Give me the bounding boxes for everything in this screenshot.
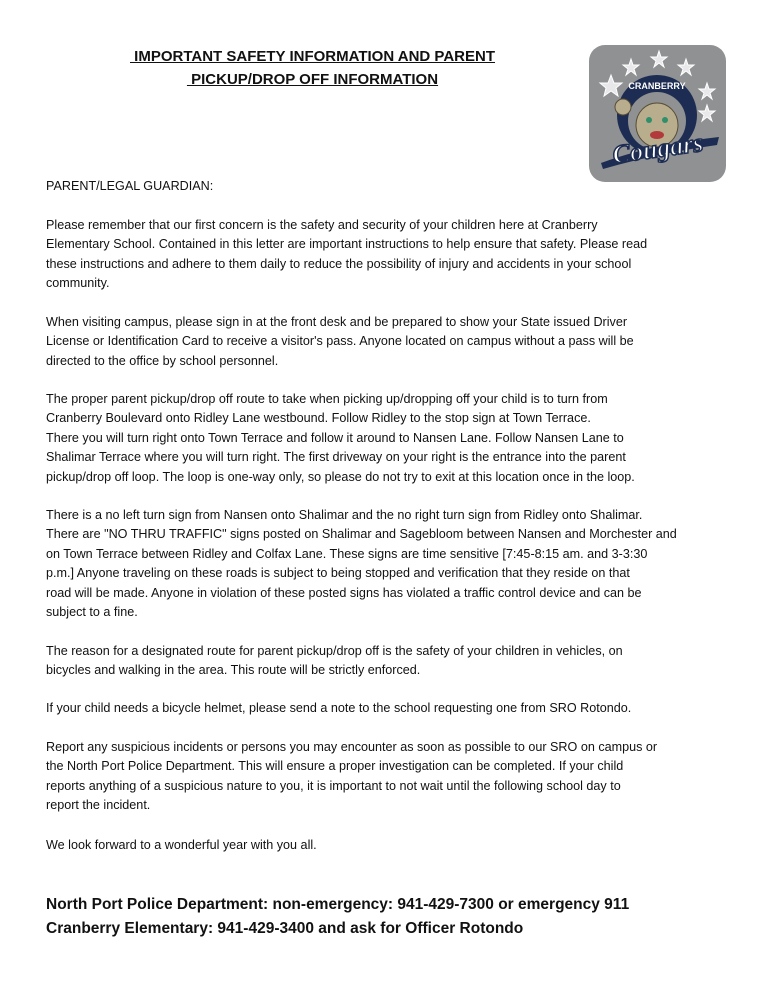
paragraph-report-incidents: Report any suspicious incidents or persons you may encounter as soon as possible to our SRO on campus or the North Port Police Department. This will ensure a proper investigation can be completed. If your child reports anything of a suspicious nature to you, it is important to not wait until the following school day to report the incident. [46,740,658,813]
cranberry-cougars-logo [589,45,726,182]
paragraph-visiting-campus: When visiting campus, please sign in at the front desk and be prepared to show your State issued Driver License or Identification Card to receive a visitor's pass. Anyone located on campus without a pass will be directed to the office by school personnel. [46,315,634,368]
paragraph-designated-route: The reason for a designated route for parent pickup/drop off is the safety of your children in vehicles, on bicycles and walking in the area. This route will be strictly enforced. [46,644,623,678]
document-title-line-2: PICKUP/DROP OFF INFORMATION [186,71,439,88]
logo-text-cougars: Cougars [610,127,705,170]
salutation: PARENT/LEGAL GUARDIAN: [46,179,214,193]
paragraph-traffic-signs: There is a no left turn sign from Nansen onto Shalimar and the no right turn sign from Ridley onto Shalimar. There are "NO THRU TRAFFIC" signs posted on Shalimar and Sagebloom between Nansen and Morchester and on Town Terrace between Ridley and Colfax Lane. These signs are time sensitive [7:45-8:15 am. and 3-3:30 p.m.] Anyone traveling on these roads is subject to being stopped and verification that they reside on that road will be made. Anyone in violation of these posted signs has violated a traffic control device and can be subject to a fine. [46,508,677,620]
paragraph-bicycle-helmet: If your child needs a bicycle helmet, please send a note to the school requesting one from SRO Rotondo. [46,701,632,715]
paragraph-safety-concern: Please remember that our first concern is the safety and security of your children here at Cranberry Elementary School. Contained in this letter are important instructions to help ensure that safety. Please read these instructions and adhere to them daily to reduce the possibility of injury and accidents in your school community. [46,218,648,291]
paragraph-pickup-route: The proper parent pickup/drop off route to take when picking up/dropping off your child is to turn from Cranberry Boulevard onto Ridley Lane westbound. Follow Ridley to the stop sign at Town Terrace. There you will turn right onto Town Terrace and follow it around to Nansen Lane. Follow Nansen Lane to Shalimar Terrace where you will turn right. The first driveway on your right is the entrance into the parent pickup/drop off loop. The loop is one-way only, so please do not try to exit at this location once in the loop. [46,392,635,484]
footer-police-contact: North Port Police Department: non-emergency: 941-429-7300 or emergency 911 [46,896,630,913]
footer-school-contact: Cranberry Elementary: 941-429-3400 and ask for Officer Rotondo [46,920,524,937]
logo-text-cranberry: CRANBERRY [628,81,686,91]
document-title-line-1: IMPORTANT SAFETY INFORMATION AND PARENT [130,48,495,65]
paragraph-closing: We look forward to a wonderful year with you all. [46,838,317,852]
